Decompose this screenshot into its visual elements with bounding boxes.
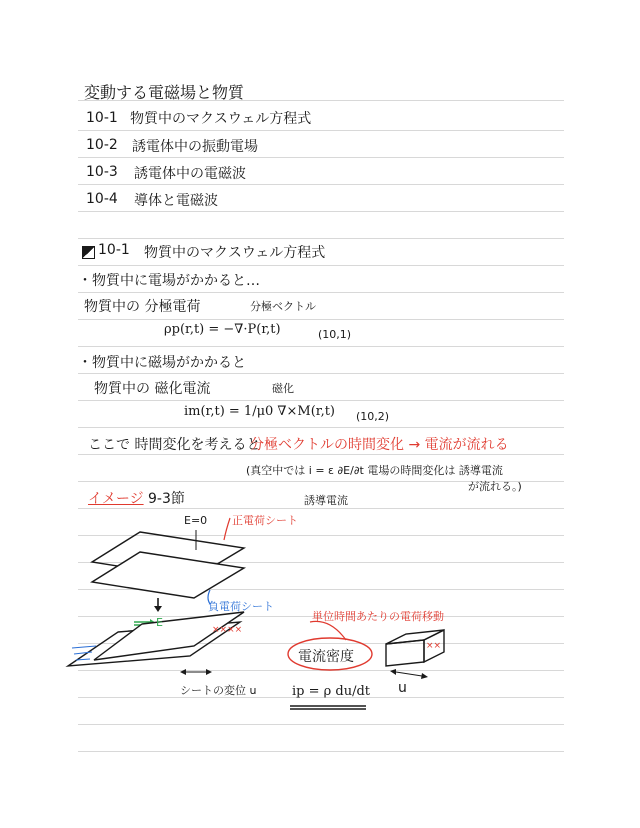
toc-num: 10-3 — [86, 164, 118, 180]
note-bullet-electric: ・物質中に電場がかかると… — [78, 273, 260, 289]
equation-number: (10,2) — [356, 410, 390, 423]
note-vacuum: (真空中では i = ε ∂E/∂t 電場の時間変化は 誘導電流 — [246, 464, 503, 477]
image-label: イメージ — [88, 491, 144, 507]
toc-label: 物質中のマクスウェル方程式 — [130, 111, 312, 127]
annotation-pointer — [310, 621, 346, 640]
section-num: 10-1 — [98, 242, 130, 258]
page-title: 変動する電磁場と物質 — [84, 83, 245, 102]
displacement-arrow-head-right — [206, 669, 212, 675]
note-time-change-highlight: 分極ベクトルの時間変化 → 電流が流れる — [250, 437, 509, 453]
block-front — [386, 640, 424, 666]
note-polarization-charge: 物質中の 分極電荷 — [84, 299, 201, 315]
toc-num: 10-4 — [86, 191, 118, 207]
label-negative-sheet: 負電荷シート — [208, 600, 274, 613]
toc-label: 導体と電磁波 — [134, 193, 218, 209]
note-vacuum-cont: が流れる。) — [468, 480, 522, 493]
down-arrow-head — [154, 606, 162, 612]
displaced-sheet-bottom — [94, 612, 244, 660]
note-polarization-vector: 分極ベクトル — [250, 300, 316, 313]
label-e-zero: E=0 — [184, 514, 208, 527]
label-charge-per-time: 単位時間あたりの電荷移動 — [312, 610, 444, 623]
toc-label: 誘電体中の電磁波 — [134, 166, 246, 182]
positive-marks: ×××× — [212, 625, 243, 635]
note-magnetization-current: 物質中の 磁化電流 — [94, 381, 211, 397]
note-bullet-magnetic: ・物質中に磁場がかかると — [78, 355, 246, 371]
label-u: u — [398, 680, 407, 696]
note-magnetization: 磁化 — [272, 382, 294, 395]
note-displacement-current: 誘導電流 — [304, 494, 348, 507]
u-arrow-head-left — [390, 669, 396, 675]
toc-num: 10-1 — [86, 110, 118, 126]
section-ref: 9-3節 — [148, 491, 185, 507]
u-arrow-icon — [396, 672, 422, 676]
section-label: 物質中のマクスウェル方程式 — [144, 245, 326, 261]
label-positive-sheet: 正電荷シート — [232, 514, 298, 527]
equation-ip: ip = ρ du/dt — [292, 684, 371, 699]
equation-charge: ρp(r,t) = −∇·P(r,t) — [164, 322, 281, 337]
toc-num: 10-2 — [86, 137, 118, 153]
negative-sheet — [92, 552, 244, 598]
label-current-density: 電流密度 — [298, 649, 354, 665]
label-displacement: シートの変位 u — [180, 684, 257, 697]
equation-number: (10,1) — [318, 328, 352, 341]
displacement-arrow-head-left — [180, 669, 186, 675]
positive-pointer — [224, 518, 230, 540]
u-arrow-head-right — [421, 673, 428, 679]
toc-label: 誘電体中の振動電場 — [132, 139, 258, 155]
label-e-field: E — [156, 616, 163, 629]
equation-current: im(r,t) = 1/μ0 ∇×M(r,t) — [184, 404, 335, 419]
negative-hatch — [72, 646, 96, 648]
note-time-change: ここで 時間変化を考えると — [88, 437, 261, 453]
negative-hatch — [74, 652, 92, 654]
block-marks: ×× — [426, 641, 442, 651]
